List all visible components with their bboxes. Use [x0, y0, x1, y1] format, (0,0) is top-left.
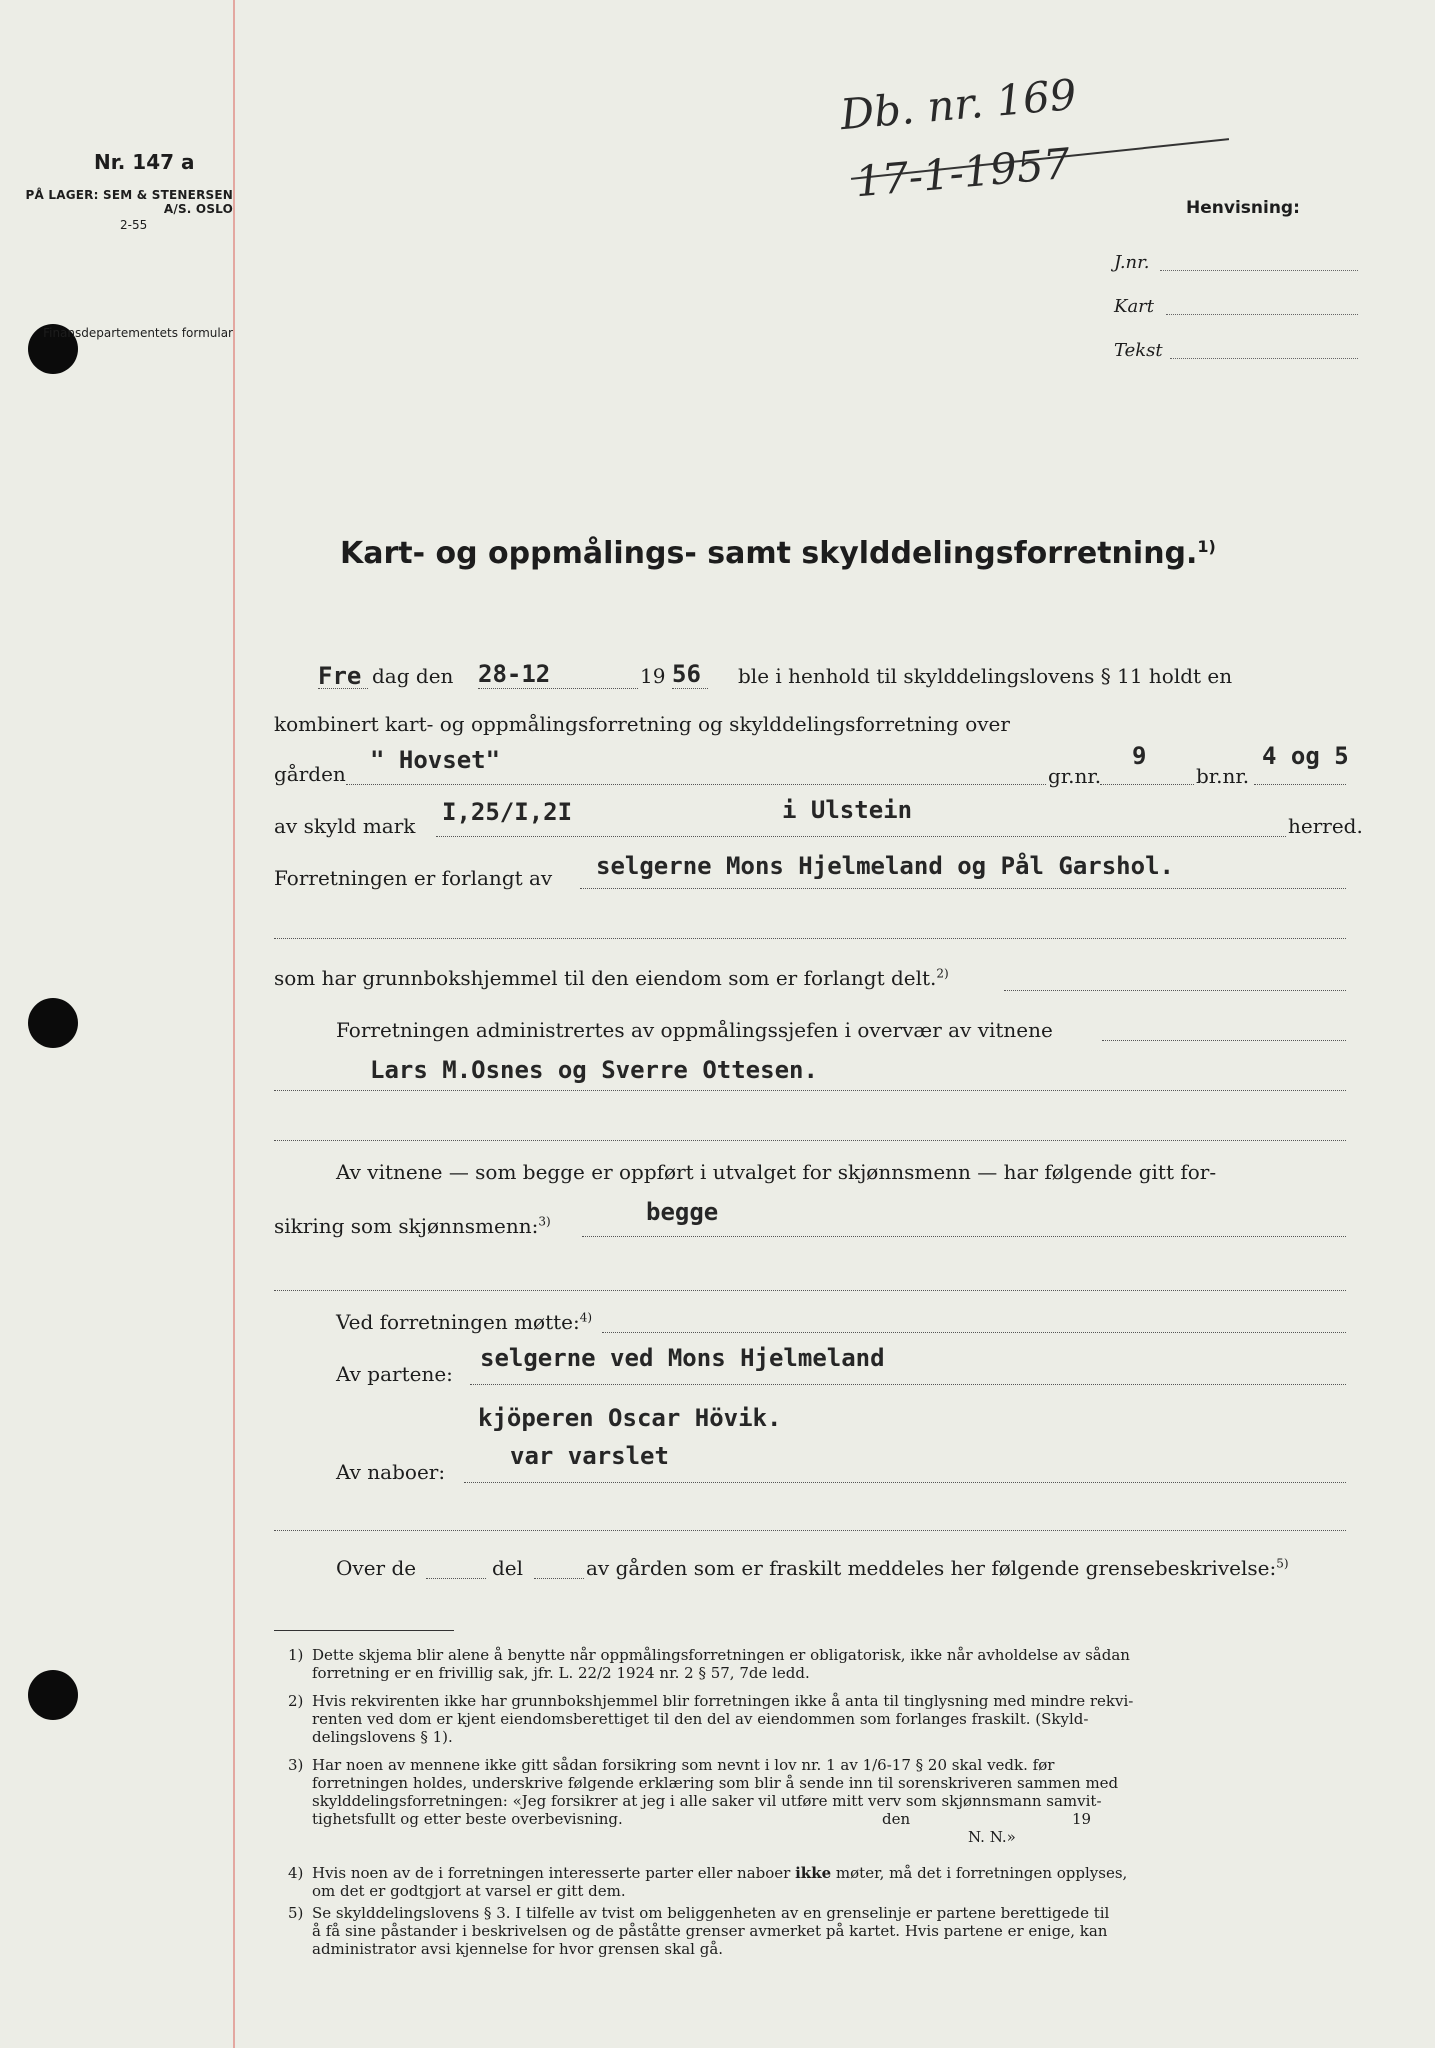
- dotted-fill: [346, 784, 1046, 785]
- footnote-line: [312, 1864, 1346, 1882]
- tekst-field: [1170, 358, 1358, 359]
- footnote-line: [312, 1810, 1346, 1828]
- grnr-label: gr.nr.: [1048, 764, 1102, 788]
- skyld-value: I,25/I,2I: [442, 798, 573, 826]
- dotted-fill: [1254, 784, 1346, 785]
- footnote-line: om det er godtgjort at varsel er gitt dem.: [312, 1882, 626, 1900]
- footnote-text: møter, må det i forretningen opplyses,: [835, 1864, 1128, 1882]
- line1-text: ble i henhold til skylddelingslovens § 11 holdt en: [738, 664, 1233, 688]
- footnote-line: Dette skjema blir alene å benytte når oppmålingsforretningen er obligatorisk, ikke når avholdelse av sådan: [312, 1646, 1130, 1664]
- dotted-fill: [274, 1290, 1346, 1291]
- municipality: i Ulstein: [782, 796, 913, 824]
- dotted-fill: [274, 938, 1346, 939]
- partene-label: Av partene:: [336, 1362, 453, 1386]
- vitner-value: begge: [646, 1198, 719, 1226]
- witnesses: Lars M.Osnes og Sverre Ottesen.: [370, 1056, 818, 1084]
- dotted-fill: [274, 1530, 1346, 1531]
- footnote-4: [288, 1864, 1346, 1900]
- footnote-line: delingslovens § 1).: [312, 1728, 453, 1746]
- form-number: Nr. 147 a: [94, 150, 195, 174]
- dotted-fill: [464, 1482, 1346, 1483]
- naboer-value: var varslet: [510, 1442, 669, 1470]
- dotted-fill: [274, 1140, 1346, 1141]
- footnote-year: 19: [1072, 1810, 1092, 1828]
- date-value: 28-12: [478, 660, 551, 688]
- footnote-line: Se skylddelingslovens § 3. I tilfelle av tvist om beliggenheten av en grenselinje er partene berettigede til: [312, 1904, 1110, 1922]
- farm-label: gården: [274, 762, 346, 786]
- grunnbok-label: som har grunnbokshjemmel til den eiendom som er forlangt delt.$^{2)}$: [274, 966, 949, 990]
- footnote-5: [288, 1904, 1346, 1958]
- footnote-den: den: [882, 1810, 911, 1828]
- partene-value-2: kjöperen Oscar Hövik.: [478, 1404, 782, 1432]
- footnote-mark: 3): [288, 1756, 304, 1774]
- footnote-signature: N. N.»: [968, 1828, 1016, 1846]
- mote-label: Ved forretningen møtte:$^{4)}$: [336, 1310, 593, 1334]
- grnr-value: 9: [1132, 742, 1147, 770]
- del-label: del: [492, 1556, 524, 1580]
- footnote-mark: 2): [288, 1692, 304, 1710]
- footnote-line: forretningen holdes, underskrive følgende erklæring som blir å sende inn til sorenskriveren sammen med: [312, 1774, 1119, 1792]
- dotted-fill: [602, 1332, 1346, 1333]
- footnote-line: å få sine påstander i beskrivelsen og de påståtte grenser avmerket på kartet. Hvis partene er enige, kan: [312, 1922, 1108, 1940]
- dotted-fill: [672, 688, 708, 689]
- document-title: Kart- og oppmålings- samt skylddelingsforretning.$^{1)}$: [340, 536, 1216, 571]
- footnote-line: forretning er en frivillig sak, jfr. L. 22/2 1924 nr. 2 § 57, 7de ledd.: [312, 1664, 810, 1682]
- footnote-text: Hvis noen av de i forretningen interesserte parter eller naboer: [312, 1864, 791, 1882]
- kart-label: Kart: [1114, 296, 1155, 317]
- footnote-line: skylddelingsforretningen: «Jeg forsikrer at jeg i alle saker vil utføre mitt verv som skjønnsmann samvit-: [312, 1792, 1102, 1810]
- kart-field: [1166, 314, 1358, 315]
- naboer-label: Av naboer:: [336, 1460, 446, 1484]
- day-label: dag den: [372, 664, 454, 688]
- year-value: 56: [672, 660, 701, 688]
- requested-label: Forretningen er forlangt av: [274, 866, 553, 890]
- jnr-label: J.nr.: [1114, 252, 1150, 273]
- registration-date: 17-1-1957: [853, 138, 1073, 207]
- skyld-label: av skyld mark: [274, 814, 416, 838]
- footnote-3: [288, 1756, 1346, 1846]
- requested-by: selgerne Mons Hjelmeland og Pål Garshol.: [596, 852, 1174, 880]
- dotted-fill: [1004, 990, 1346, 991]
- dotted-fill: [582, 1236, 1346, 1237]
- year-prefix: 19: [640, 664, 666, 688]
- dotted-fill: [1102, 1040, 1346, 1041]
- supplier-line: PÅ LAGER: SEM & STENERSEN A/S. OSLO: [25, 188, 233, 216]
- day-prefix: Fre: [318, 662, 362, 690]
- tekst-label: Tekst: [1114, 340, 1163, 361]
- footnote-separator: [274, 1630, 454, 1631]
- footnote-text: tighetsfullt og etter beste overbevisning.: [312, 1810, 623, 1828]
- footnote-line: renten ved dom er kjent eiendomsberettiget til den del av eiendommen som forlanges fraskilt. (Skyld-: [312, 1710, 1089, 1728]
- partene-value-1: selgerne ved Mons Hjelmeland: [480, 1344, 885, 1372]
- brnr-value: 4 og 5: [1262, 742, 1349, 770]
- dotted-fill: [274, 1090, 1346, 1091]
- dotted-fill: [470, 1384, 1346, 1385]
- footnote-2: [288, 1692, 1346, 1746]
- vitner-line2: sikring som skjønnsmenn:$^{3)}$: [274, 1214, 551, 1238]
- registration-number: Db. nr. 169: [838, 69, 1079, 140]
- punch-hole-bottom: [28, 1670, 78, 1720]
- farm-name: " Hovset": [370, 746, 501, 774]
- punch-hole-middle: [28, 998, 78, 1048]
- herred-label: herred.: [1288, 814, 1363, 838]
- footnote-mark: 5): [288, 1904, 304, 1922]
- dotted-fill: [478, 688, 638, 689]
- dotted-fill: [1100, 784, 1194, 785]
- dotted-fill: [436, 836, 1286, 837]
- ministry-line: Finansdepartementets formular: [43, 326, 233, 340]
- footnote-1: [288, 1646, 1346, 1682]
- footnote-line: Har noen av mennene ikke gitt sådan forsikring som nevnt i lov nr. 1 av 1/6-17 § 20 skal vedk. før: [312, 1756, 1055, 1774]
- dotted-fill: [426, 1578, 486, 1579]
- reference-title: Henvisning:: [1186, 198, 1300, 218]
- dotted-fill: [318, 688, 368, 689]
- footnote-mark: 4): [288, 1864, 304, 1882]
- admin-label: Forretningen administrertes av oppmålingssjefen i overvær av vitnene: [336, 1018, 1053, 1042]
- footnote-bold: ikke: [795, 1864, 832, 1882]
- line2-text: kombinert kart- og oppmålingsforretning og skylddelingsforretning over: [274, 712, 1010, 736]
- footnote-line: Hvis rekvirenten ikke har grunnbokshjemmel blir forretningen ikke å anta til tinglysning med mindre rekvi-: [312, 1692, 1134, 1710]
- brnr-label: br.nr.: [1196, 764, 1250, 788]
- over-rest: av gården som er fraskilt meddeles her følgende grensebeskrivelse:$^{5)}$: [586, 1556, 1289, 1580]
- jnr-field: [1160, 270, 1358, 271]
- vitner-line1: Av vitnene — som begge er oppført i utvalget for skjønnsmenn — har følgende gitt for-: [336, 1160, 1217, 1184]
- footnote-mark: 1): [288, 1646, 304, 1664]
- margin-rule: [233, 0, 235, 2048]
- print-date: 2-55: [120, 218, 148, 232]
- footnote-line: administrator avsi kjennelse for hvor grensen skal gå.: [312, 1940, 724, 1958]
- dotted-fill: [534, 1578, 584, 1579]
- over-label: Over de: [336, 1556, 417, 1580]
- dotted-fill: [580, 888, 1346, 889]
